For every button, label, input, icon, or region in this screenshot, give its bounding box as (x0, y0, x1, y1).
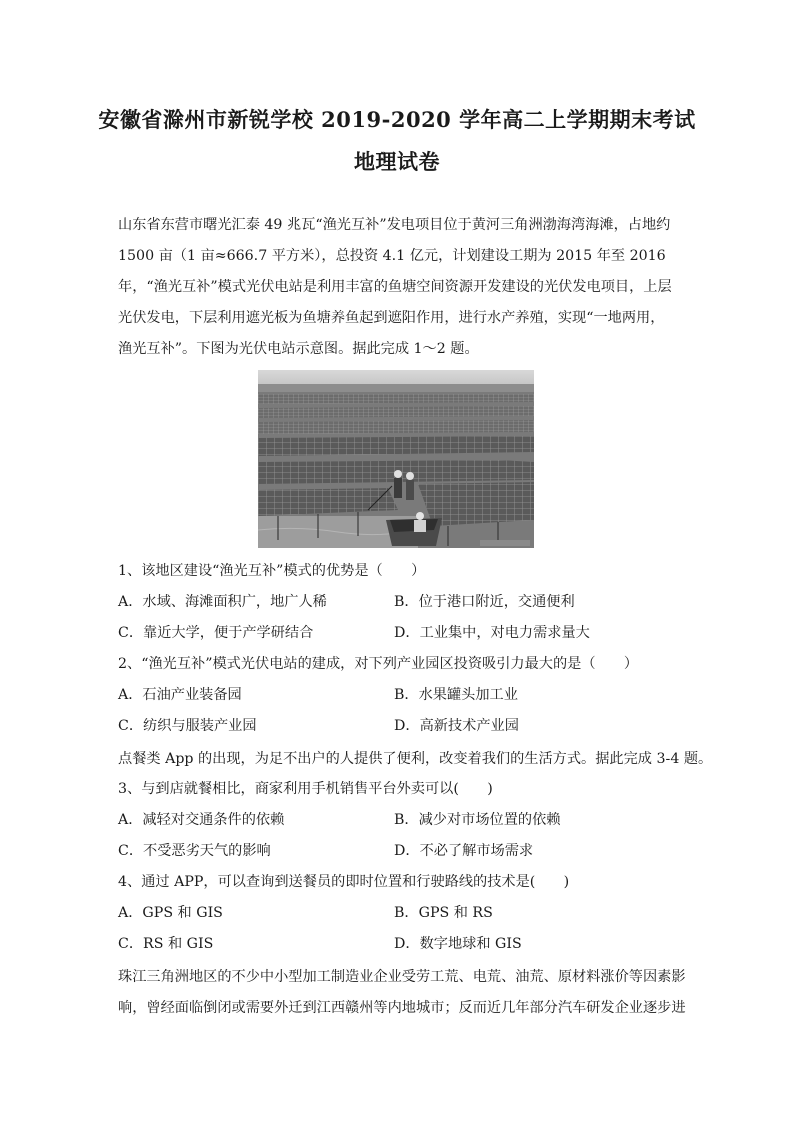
question-3-option-a: A．减轻对交通条件的依赖 (118, 812, 285, 828)
question-3-option-d: D．不必了解市场需求 (394, 843, 534, 859)
intro-paragraph-2: 点餐类 App 的出现，为足不出户的人提供了便利，改变着我们的生活方式。据此完成 3-4 题。 (118, 751, 713, 767)
exam-subtitle: 地理试卷 (354, 149, 440, 174)
question-4-option-d: D．数字地球和 GIS (394, 936, 522, 952)
question-3-option-b: B．减少对市场位置的依赖 (394, 812, 561, 828)
question-1-option-d: D．工业集中，对电力需求量大 (394, 625, 590, 641)
question-3-option-c: C．不受恶劣天气的影响 (118, 843, 271, 859)
question-1-option-b: B．位于港口附近，交通便利 (394, 594, 575, 610)
question-2-option-d: D．高新技术产业园 (394, 718, 519, 734)
question-4-option-b: B．GPS 和 RS (394, 905, 493, 921)
question-2-option-a: A．石油产业装备园 (118, 687, 242, 703)
question-1-option-a: A．水域、海滩面积广，地广人稀 (118, 594, 327, 610)
solar-farm-illustration (258, 370, 534, 548)
intro-paragraph-3-line-2: 响，曾经面临倒闭或需要外迁到江西赣州等内地城市；反而近几年部分汽车研发企业逐步进 (118, 1000, 686, 1016)
question-4-option-a: A．GPS 和 GIS (118, 905, 223, 921)
exam-title: 安徽省滁州市新锐学校 2019-2020 学年高二上学期期末考试 (98, 107, 696, 132)
question-2-option-c: C．纺织与服装产业园 (118, 718, 257, 734)
solar-farm-photo (258, 370, 534, 548)
question-4-stem: 4、通过 APP，可以查询到送餐员的即时位置和行驶路线的技术是( ) (118, 874, 570, 890)
question-2-stem: 2、“渔光互补”模式光伏电站的建成，对下列产业园区投资吸引力最大的是（ ） (118, 656, 639, 672)
question-3-stem: 3、与到店就餐相比，商家利用手机销售平台外卖可以( ) (118, 781, 493, 797)
question-2-option-b: B．水果罐头加工业 (394, 687, 518, 703)
question-1-option-c: C．靠近大学，便于产学研结合 (118, 625, 314, 641)
question-4-option-c: C．RS 和 GIS (118, 936, 214, 952)
question-1-stem: 1、该地区建设“渔光互补”模式的优势是（ ） (118, 563, 426, 579)
intro-paragraph-3-line-1: 珠江三角洲地区的不少中小型加工制造业企业受劳工荒、电荒、油荒、原材料涨价等因素影 (118, 969, 686, 985)
intro-paragraph-1: 山东省东营市曙光汇泰 49 兆瓦“渔光互补”发电项目位于黄河三角洲渤海湾海滩，占地约 1500 亩（1 亩≈666.7 平方米），总投资 4.1 亿元，计划建设工期为 2015 年至 2016 年，“渔光互补”模式光伏电站是利用丰富的鱼塘空间资源开发建设的光伏发电项目，上层光伏发电，下层利用遮光板为鱼塘养鱼起到遮阳作用，进行水产养殖，实现“一地两用，渔光互补”。下图为光伏电站示意图。据此完成 1～2 题。 (118, 217, 672, 357)
